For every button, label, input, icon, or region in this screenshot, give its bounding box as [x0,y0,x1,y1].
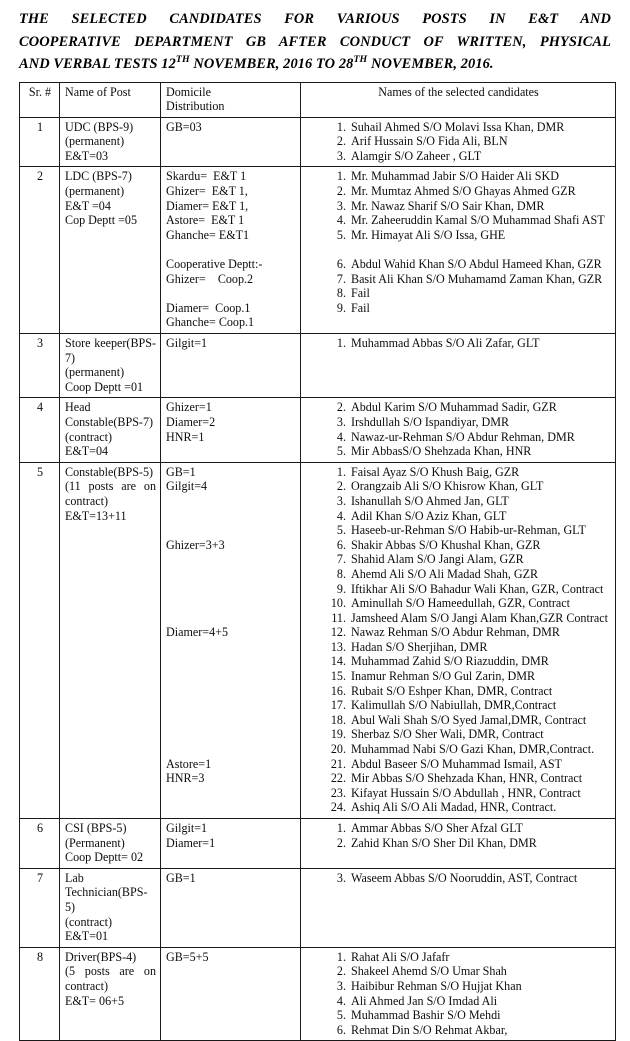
candidate-name: Abdul Baseer S/O Muhammad Ismail, AST [351,757,562,771]
candidate-name: Mr. Zaheeruddin Kamal S/O Muhammad Shafi AST [351,213,605,227]
list-item [324,1008,611,1023]
candidate-names-wrap [306,336,611,351]
candidate-name: Kifayat Hussain S/O Abdullah , HNR, Contract [351,786,581,800]
candidate-list [324,400,611,458]
domicile-gap [166,684,296,699]
cell-domicile-distribution [161,868,301,947]
candidate-name: Alamgir S/O Zaheer , GLT [351,149,481,163]
candidate-number: 9. [324,301,346,316]
domicile-line: GB=1 [166,465,296,480]
domicile-gap [166,286,296,301]
list-item [324,415,611,430]
table-row [20,117,616,167]
cell-domicile-distribution [161,167,301,334]
domicile-gap [166,582,296,597]
candidate-name: Abul Wali Shah S/O Syed Jamal,DMR, Contract [351,713,586,727]
cell-candidate-names [301,462,616,818]
post-line: (permanent) [65,365,156,380]
domicile-line: Diamer=4+5 [166,625,296,640]
cell-domicile-distribution [161,819,301,869]
post-line: E&T=03 [65,149,156,164]
domicile-gap [166,713,296,728]
candidate-name: Nawaz Rehman S/O Abdur Rehman, DMR [351,625,560,639]
candidate-name: Waseem Abbas S/O Nooruddin, AST, Contract [351,871,577,885]
post-line: Driver(BPS-4) [65,950,156,965]
candidate-number: 3. [324,871,346,886]
candidate-name: Mr. Muhammad Jabir S/O Haider Ali SKD [351,169,559,183]
domicile-line: Ghizer=3+3 [166,538,296,553]
domicile-line: Diamer= Coop.1 [166,301,296,316]
candidate-number: 21. [324,757,346,772]
candidate-number: 10. [324,596,346,611]
candidate-number: 1. [324,950,346,965]
candidate-name: Mir Abbas S/O Shehzada Khan, HNR, Contract [351,771,582,785]
candidate-number: 6. [324,538,346,553]
domicile-line: Diamer=2 [166,415,296,430]
candidate-list [324,821,611,850]
list-item [324,134,611,149]
cell-candidate-names [301,819,616,869]
candidate-names-wrap [306,950,611,1038]
cell-post-name [60,947,161,1041]
list-item [324,979,611,994]
candidate-name: Muhammad Abbas S/O Ali Zafar, GLT [351,336,540,350]
candidate-name: Faisal Ayaz S/O Khush Baig, GZR [351,465,519,479]
candidate-number: 6. [324,257,346,272]
candidate-number: 14. [324,654,346,669]
cell-post-name [60,117,161,167]
candidate-number: 22. [324,771,346,786]
list-item [324,757,611,772]
cell-candidate-names [301,947,616,1041]
cell-serial-number: 2 [20,167,60,334]
candidate-name: Basit Ali Khan S/O Muhamamd Zaman Khan, GZR [351,272,602,286]
candidate-name: Suhail Ahmed S/O Molavi Issa Khan, DMR [351,120,564,134]
domicile-gap [166,596,296,611]
candidate-list [324,950,611,1038]
candidate-name: Shakir Abbas S/O Khushal Khan, GZR [351,538,540,552]
candidate-list [324,336,611,351]
candidate-number: 5. [324,1008,346,1023]
candidate-number: 17. [324,698,346,713]
candidate-name: Mr. Mumtaz Ahmed S/O Ghayas Ahmed GZR [351,184,576,198]
list-item [324,567,611,582]
cell-serial-number: 4 [20,398,60,462]
cell-domicile-distribution [161,462,301,818]
candidate-name: Abdul Karim S/O Muhammad Sadir, GZR [351,400,557,414]
table-row [20,398,616,462]
cell-domicile-distribution [161,117,301,167]
candidate-name: Iftikhar Ali S/O Bahadur Wali Khan, GZR, Contract [351,582,603,596]
list-item [324,336,611,351]
list-item [324,479,611,494]
domicile-gap [166,242,296,257]
candidate-number: 7. [324,552,346,567]
table-header-row [20,82,616,117]
table-body [20,117,616,1041]
candidate-number: 18. [324,713,346,728]
domicile-gap [166,640,296,655]
list-item [324,444,611,459]
list-item [324,400,611,415]
title-line-3: AND VERBAL TESTS 12TH NOVEMBER, 2016 TO 28TH NOVEMBER, 2016. [19,53,611,76]
cell-candidate-names [301,334,616,398]
list-item [324,257,611,272]
candidate-number: 3. [324,199,346,214]
table-row [20,947,616,1041]
cell-candidate-names [301,868,616,947]
candidate-name: Zahid Khan S/O Sher Dil Khan, DMR [351,836,537,850]
candidate-name: Fail [351,286,370,300]
table-row [20,819,616,869]
post-line: (11 posts are on contract) [65,479,156,508]
candidate-number: 1. [324,336,346,351]
candidate-number: 1. [324,465,346,480]
candidate-list-spacer [324,242,611,257]
list-item [324,213,611,228]
candidate-number: 3. [324,979,346,994]
cell-serial-number: 7 [20,868,60,947]
candidate-name: Hadan S/O Sherjihan, DMR [351,640,487,654]
candidate-name: Muhammad Zahid S/O Riazuddin, DMR [351,654,549,668]
candidate-name: Inamur Rehman S/O Gul Zarin, DMR [351,669,535,683]
candidate-name: Mr. Himayat Ali S/O Issa, GHE [351,228,505,242]
candidate-name: Ishanullah S/O Ahmed Jan, GLT [351,494,509,508]
cell-domicile-distribution [161,398,301,462]
candidate-number: 4. [324,430,346,445]
candidate-name: Haibibur Rehman S/O Hujjat Khan [351,979,522,993]
candidate-name: Shakeel Ahemd S/O Umar Shah [351,964,507,978]
cell-serial-number: 1 [20,117,60,167]
cell-candidate-names [301,398,616,462]
post-line: (permanent) [65,184,156,199]
list-item [324,742,611,757]
list-item [324,509,611,524]
candidate-number: 3. [324,149,346,164]
candidate-name: Muhammad Nabi S/O Gazi Khan, DMR,Contract. [351,742,594,756]
post-line: E&T=04 [65,444,156,459]
post-line: LDC (BPS-7) [65,169,156,184]
domicile-gap [166,494,296,509]
candidate-number: 5. [324,444,346,459]
candidate-number: 23. [324,786,346,801]
candidate-name: Ali Ahmed Jan S/O Imdad Ali [351,994,497,1008]
post-line: (Permanent) [65,836,156,851]
candidate-name: Haseeb-ur-Rehman S/O Habib-ur-Rehman, GLT [351,523,586,537]
candidate-number: 16. [324,684,346,699]
list-item [324,654,611,669]
candidate-number: 4. [324,509,346,524]
cell-post-name [60,334,161,398]
candidate-name: Nawaz-ur-Rehman S/O Abdur Rehman, DMR [351,430,575,444]
candidate-number: 2. [324,479,346,494]
candidate-name: Arif Hussain S/O Fida Ali, BLN [351,134,508,148]
column-header-domicile-line1: Domicile [166,85,211,99]
candidate-name: Rahat Ali S/O Jafafr [351,950,449,964]
candidate-name: Muhammad Bashir S/O Mehdi [351,1008,500,1022]
column-header-domicile [161,82,301,117]
list-item [324,625,611,640]
candidate-number: 11. [324,611,346,626]
post-line: (5 posts are on contract) [65,964,156,993]
candidate-names-wrap [306,169,611,315]
list-item [324,669,611,684]
cell-serial-number: 3 [20,334,60,398]
candidate-number: 12. [324,625,346,640]
cell-serial-number: 8 [20,947,60,1041]
candidate-list [324,169,611,315]
list-item [324,994,611,1009]
cell-post-name [60,819,161,869]
candidate-name: Adil Khan S/O Aziz Khan, GLT [351,509,506,523]
candidate-name: Sherbaz S/O Sher Wali, DMR, Contract [351,727,544,741]
candidate-number: 1. [324,169,346,184]
list-item [324,538,611,553]
cell-post-name [60,398,161,462]
candidate-name: Jamsheed Alam S/O Jangi Alam Khan,GZR Contract [351,611,608,625]
domicile-line: Diamer= E&T 1, [166,199,296,214]
list-item [324,301,611,316]
cell-post-name [60,868,161,947]
column-header-names: Names of the selected candidates [301,82,616,117]
list-item [324,523,611,538]
list-item [324,286,611,301]
cell-serial-number: 5 [20,462,60,818]
candidate-name: Mir AbbasS/O Shehzada Khan, HNR [351,444,531,458]
candidate-name: Fail [351,301,370,315]
candidate-number: 7. [324,272,346,287]
post-line: E&T =04 [65,199,156,214]
list-item [324,228,611,243]
list-item [324,950,611,965]
candidate-list [324,120,611,164]
domicile-line: HNR=3 [166,771,296,786]
candidate-name: Rehmat Din S/O Rehmat Akbar, [351,1023,507,1037]
candidate-number: 2. [324,964,346,979]
list-item [324,611,611,626]
list-item [324,871,611,886]
domicile-line: Astore=1 [166,757,296,772]
post-line: E&T= 06+5 [65,994,156,1009]
candidate-number: 24. [324,800,346,815]
list-item [324,821,611,836]
cell-domicile-distribution [161,947,301,1041]
domicile-line: Cooperative Deptt:- [166,257,296,272]
domicile-line: Astore= E&T 1 [166,213,296,228]
candidate-number: 4. [324,213,346,228]
title-line-1: THE SELECTED CANDIDATES FOR VARIOUS POSTS IN E&T AND [19,8,611,31]
candidate-name: Abdul Wahid Khan S/O Abdul Hameed Khan, GZR [351,257,602,271]
post-line: Cop Deptt =05 [65,213,156,228]
list-item [324,120,611,135]
cell-domicile-distribution [161,334,301,398]
cell-post-name [60,167,161,334]
list-item [324,184,611,199]
page-title [19,8,614,76]
candidate-list [324,465,611,815]
list-item [324,640,611,655]
cell-candidate-names [301,117,616,167]
candidate-number: 1. [324,120,346,135]
list-item [324,800,611,815]
domicile-gap [166,567,296,582]
post-line: Coop Deptt =01 [65,380,156,395]
candidate-name: Irshdullah S/O Ispandiyar, DMR [351,415,509,429]
list-item [324,596,611,611]
candidate-number: 20. [324,742,346,757]
list-item [324,272,611,287]
list-item [324,1023,611,1038]
post-line: UDC (BPS-9) [65,120,156,135]
list-item [324,149,611,164]
domicile-line: Gilgit=1 [166,336,296,351]
domicile-line: Ghizer= E&T 1, [166,184,296,199]
domicile-line: Skardu= E&T 1 [166,169,296,184]
domicile-line: Ghizer= Coop.2 [166,272,296,287]
list-item [324,169,611,184]
post-line: (contract) [65,915,156,930]
column-header-sr: Sr. # [20,82,60,117]
table-row [20,167,616,334]
candidate-list [324,871,611,886]
candidate-number: 3. [324,494,346,509]
candidate-number: 2. [324,184,346,199]
list-item [324,494,611,509]
candidate-number: 13. [324,640,346,655]
candidate-name: Kalimullah S/O Nabiullah, DMR,Contract [351,698,556,712]
candidate-number: 2. [324,836,346,851]
domicile-gap [166,611,296,626]
post-line: Store keeper(BPS-7) [65,336,156,365]
candidate-name: Ashiq Ali S/O Ali Madad, HNR, Contract. [351,800,556,814]
list-item [324,552,611,567]
candidate-names-wrap [306,120,611,164]
domicile-gap [166,698,296,713]
candidate-number: 3. [324,415,346,430]
domicile-gap [166,552,296,567]
domicile-gap [166,727,296,742]
cell-candidate-names [301,167,616,334]
candidate-name: Shahid Alam S/O Jangi Alam, GZR [351,552,524,566]
post-line: E&T=01 [65,929,156,944]
candidate-number: 2. [324,134,346,149]
list-item [324,786,611,801]
post-line: (permanent) [65,134,156,149]
domicile-line: Ghizer=1 [166,400,296,415]
candidate-number: 8. [324,567,346,582]
cell-post-name [60,462,161,818]
column-header-post: Name of Post [60,82,161,117]
table-row [20,334,616,398]
domicile-gap [166,654,296,669]
list-item [324,836,611,851]
list-item [324,713,611,728]
candidate-name: Orangzaib Ali S/O Khisrow Khan, GLT [351,479,543,493]
post-line: Lab Technician(BPS-5) [65,871,156,915]
domicile-line: Gilgit=4 [166,479,296,494]
candidate-name: Ahemd Ali S/O Ali Madad Shah, GZR [351,567,538,581]
table-row [20,462,616,818]
domicile-line: HNR=1 [166,430,296,445]
list-item [324,582,611,597]
candidate-name: Aminullah S/O Hameedullah, GZR, Contract [351,596,570,610]
candidate-number: 6. [324,1023,346,1038]
candidate-names-wrap [306,465,611,815]
candidate-number: 15. [324,669,346,684]
list-item [324,430,611,445]
list-item [324,771,611,786]
table-row [20,868,616,947]
domicile-line: GB=03 [166,120,296,135]
candidate-number: 19. [324,727,346,742]
list-item [324,465,611,480]
domicile-gap [166,523,296,538]
post-line: Head Constable(BPS-7) [65,400,156,429]
title-line-2: COOPERATIVE DEPARTMENT GB AFTER CONDUCT OF WRITTEN, PHYSICAL [19,31,611,54]
list-item [324,964,611,979]
post-line: CSI (BPS-5) [65,821,156,836]
post-line: (contract) [65,430,156,445]
domicile-line: GB=1 [166,871,296,886]
cell-serial-number: 6 [20,819,60,869]
candidate-names-wrap [306,871,611,886]
domicile-line: GB=5+5 [166,950,296,965]
candidate-names-wrap [306,821,611,850]
domicile-line: Gilgit=1 [166,821,296,836]
candidate-names-wrap [306,400,611,458]
domicile-line: Diamer=1 [166,836,296,851]
list-item [324,684,611,699]
candidate-name: Rubait S/O Eshper Khan, DMR, Contract [351,684,552,698]
candidate-number: 5. [324,228,346,243]
candidate-number: 4. [324,994,346,1009]
domicile-line: Ghanche= Coop.1 [166,315,296,330]
list-item [324,698,611,713]
candidate-number: 2. [324,400,346,415]
candidate-number: 8. [324,286,346,301]
candidate-number: 9. [324,582,346,597]
candidate-name: Mr. Nawaz Sharif S/O Sair Khan, DMR [351,199,544,213]
candidate-number: 1. [324,821,346,836]
post-line: Coop Deptt= 02 [65,850,156,865]
domicile-gap [166,742,296,757]
domicile-line: Ghanche= E&T1 [166,228,296,243]
candidate-name: Ammar Abbas S/O Sher Afzal GLT [351,821,523,835]
domicile-gap [166,509,296,524]
selected-candidates-table [19,82,616,1041]
list-item [324,199,611,214]
column-header-domicile-line2: Distribution [166,99,296,114]
list-item [324,727,611,742]
candidate-number: 5. [324,523,346,538]
post-line: E&T=13+11 [65,509,156,524]
post-line: Constable(BPS-5) [65,465,156,480]
domicile-gap [166,669,296,684]
